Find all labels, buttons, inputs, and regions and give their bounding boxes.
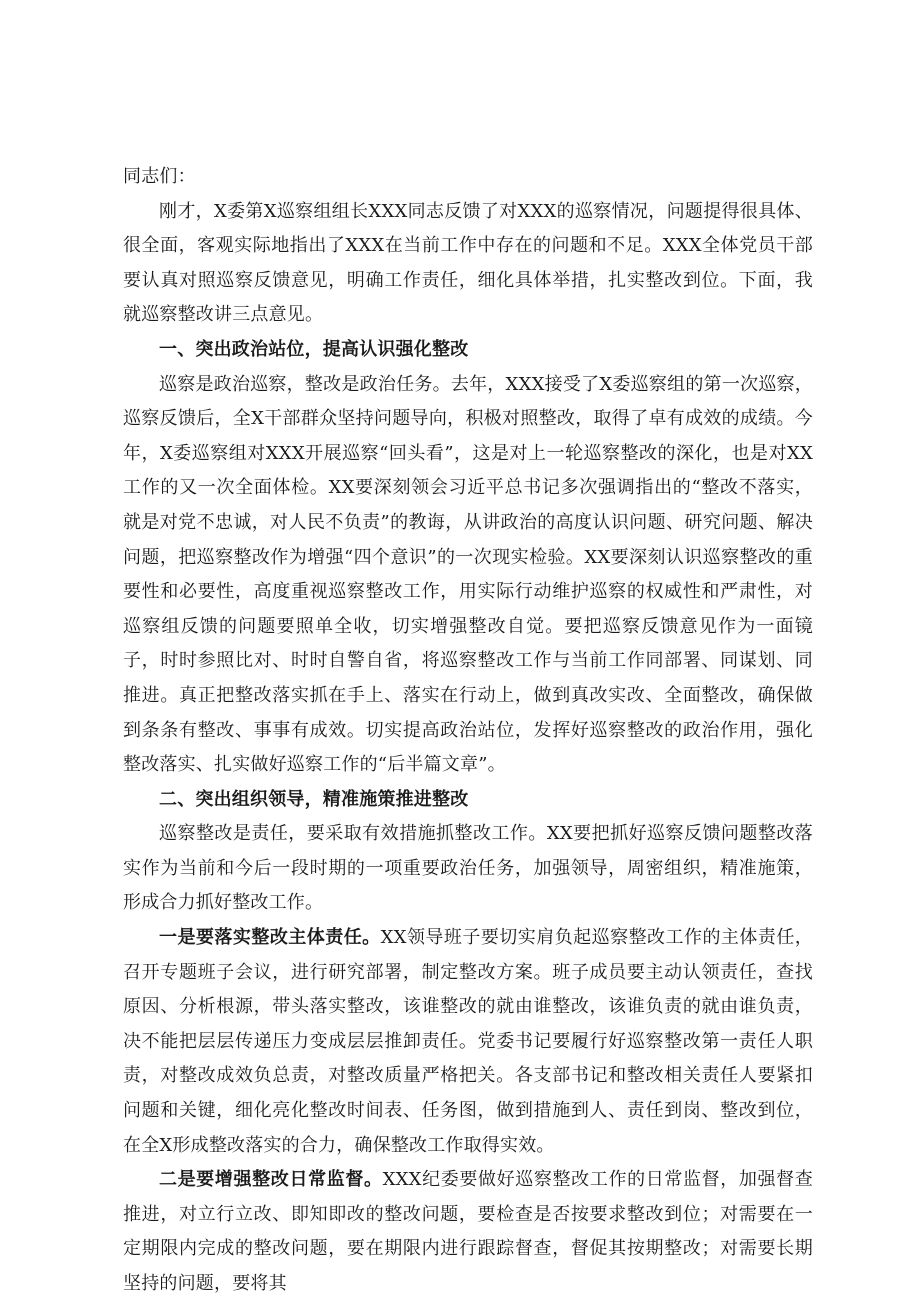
section-1-heading: 一、突出政治站位，提高认识强化整改 — [159, 338, 469, 360]
point-1-lead: 一是要落实整改主体责任。 — [159, 927, 381, 949]
salutation: 同志们： — [123, 166, 196, 187]
point-2-lead: 二是要增强整改日常监督。 — [159, 1169, 383, 1191]
section-1-paragraph: 巡察是政治巡察，整改是政治任务。去年，XXX接受了X委巡察组的第一次巡察，巡察反馈后，全X干部群众坚持问题导向，积极对照整改，取得了卓有成效的成绩。今年，X委巡察组对XXX开展巡察“回头看”，这是对上一轮巡察整改的深化，也是对XX工作的又一次全面体检。XX要深刻领会习近平总书记多次强调指出的“整改不落实，就是对党不忠诚，对人民不负责”的教诲，从讲政治的高度认识问题、研究问题、解决问题，把巡察整改作为增强“四个意识”的一次现实检验。XX要深刻认识巡察整改的重要性和必要性，高度重视巡察整改工作，用实际行动维护巡察的权威性和严肃性，对巡察组反馈的问题要照单全收，切实增强整改自觉。要把巡察反馈意见作为一面镜子，时时参照比对、时时自警自省，将巡察整改工作与当前工作同部署、同谋划、同推进。真正把整改落实抓在手上、落实在行动上，做到真改实改、全面整改，确保做到条条有整改、事事有成效。切实提高政治站位，发挥好巡察整改的政治作用，强化整改落实、扎实做好巡察工作的“后半篇文章”。 — [123, 373, 813, 776]
document-body — [123, 160, 813, 1302]
intro-paragraph: 刚才，X委第X巡察组组长XXX同志反馈了对XXX的巡察情况，问题提得很具体、很全面，客观实际地指出了XXX在当前工作中存在的问题和不足。XXX全体党员干部要认真对照巡察反馈意见，明确工作责任，细化具体举措，扎实整改到位。下面，我就巡察整改讲三点意见。 — [123, 200, 813, 326]
section-2-paragraph: 巡察整改是责任，要采取有效措施抓整改工作。XX要把抓好巡察反馈问题整改落实作为当前和今后一段时期的一项重要政治任务，加强领导，周密组织，精准施策，形成合力抓好整改工作。 — [123, 823, 813, 914]
section-2-heading: 二、突出组织领导，精准施策推进整改 — [159, 788, 469, 810]
point-2-body: XXX纪委要做好巡察整改工作的日常监督，加强督查推进，对立行立改、即知即改的整改问题，要检查是否按要求整改到位；对需要在一定期限内完成的整改问题，要在期限内进行跟踪督查，督促其按期整改；对需要长期坚持的问题，要将其 — [123, 1169, 813, 1294]
point-1-paragraph — [123, 921, 813, 1163]
point-2-paragraph — [123, 1163, 813, 1301]
point-1-body: XX领导班子要切实肩负起巡察整改工作的主体责任，召开专题班子会议，进行研究部署，制定整改方案。班子成员要主动认领责任，查找原因、分析根源，带头落实整改，该谁整改的就由谁整改，该谁负责的就由谁负责，决不能把层层传递压力变成层层推卸责任。党委书记要履行好巡察整改第一责任人职责，对整改成效负总责，对整改质量严格把关。各支部书记和整改相关责任人要紧扣问题和关键，细化亮化整改时间表、任务图，做到措施到人、责任到岗、整改到位，在全X形成整改落实的合力，确保整改工作取得实效。 — [123, 927, 813, 1156]
